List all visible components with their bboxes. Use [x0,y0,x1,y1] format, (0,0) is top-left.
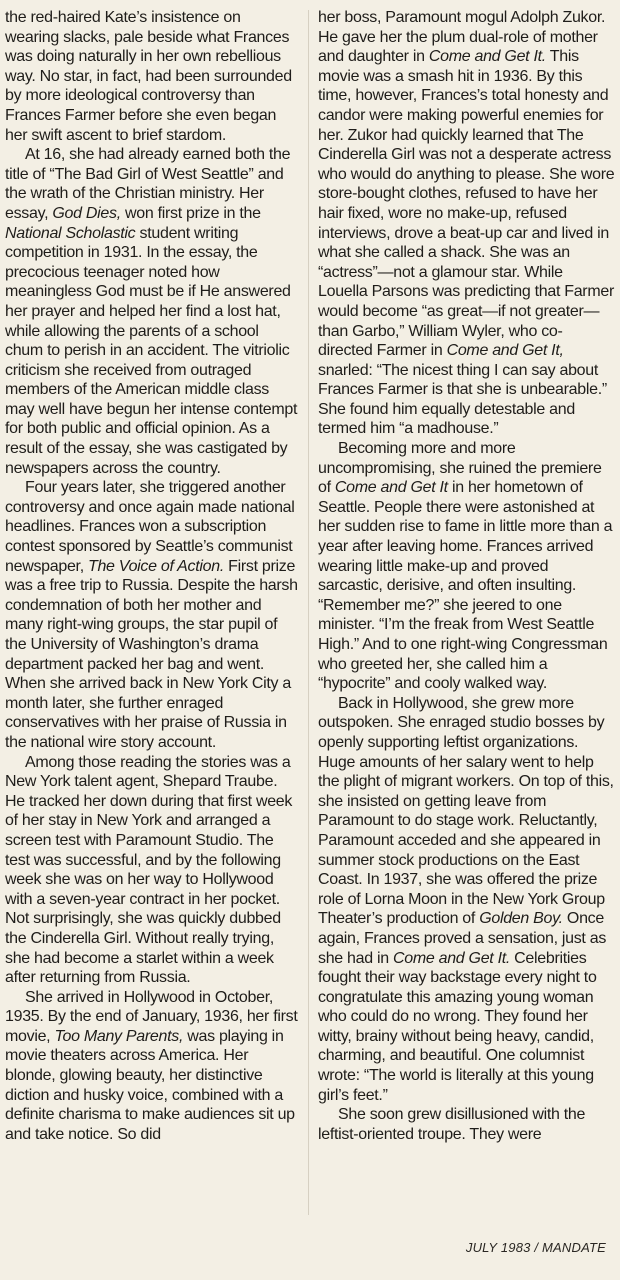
text-run: She soon grew disillusioned with the leftist-oriented troupe. They were [318,1106,586,1143]
paragraph [318,8,615,439]
italic-text: Too Many Parents, [54,1027,184,1045]
text-run: First prize was a free trip to Russia. Despite the harsh condemnation of both her mother and many right-wing groups, the star pupil of the University of Washington’s drama department packed her bag and went. When she arrived back in New York City a month later, she further enraged conservatives with her praise of Russia in the national wire story account. [5,557,298,751]
paragraph [318,439,615,694]
paragraph [5,145,298,478]
text-run: Once again, Frances proved a sensation, just as she had in [318,910,607,967]
text-run: her boss, Paramount mogul Adolph Zukor. He gave her the plum dual-role of mother and daughter in [318,9,606,66]
italic-text: Come and Get It, [446,342,564,360]
text-run: snarled: “The nicest thing I can say about Frances Farmer is that she is unbearable.” She found him equally detestable and termed him “a madhouse.” [318,361,607,438]
italic-text: Come and Get It [334,479,448,497]
paragraph [5,988,298,1145]
text-run: This movie was a smash hit in 1936. By this time, however, Frances’s total honesty and candor were making powerful enemies for her. Zukor had quickly learned that The Cinderella Girl was not a desperate actress who would do anything to please. She wore store-bought clothes, refused to have her hair fixed, wore no make-up, refused interviews, drove a beat-up car and lived in what she called a shack. She was an “actress”—not a glamour star. While Louella Parsons was predicting that Farmer would become “as great—if not greater—than Garbo,” William Wyler, who co-directed Farmer in [318,48,615,360]
paragraph [318,694,615,1105]
text-run: She arrived in Hollywood in October, 1935. By the end of January, 1936, her first movie, [5,988,298,1045]
text-run: the red-haired Kate’s insistence on wearing slacks, pale beside what Frances was doing naturally in her own rebellious way. No star, in fact, had been surrounded by more ideological controversy than Frances Farmer before she even began her swift ascent to brief stardom. [5,9,292,144]
right-column [318,8,615,1144]
text-run: in her hometown of Seattle. People there were astonished at her sudden rise to fame in little more than a year after leaving home. Frances arrived wearing little make-up and proved sarcastic, derisive, and often insulting. “Remember me?” she jeered to one minister. “I’m the freak from West Seattle High.” And to one right-wing Congressman who greeted her, she called him a “hypocrite” and cooly walked way. [318,479,613,693]
text-run: student writing competition in 1931. In the essay, the precocious teenager noted how meaningless God must be if He answered her prayer and helped her find a lost hat, while allowing the parents of a school chum to perish in an accident. The vitriolic criticism she received from outraged members of the American middle class may well have begun her intense contempt for both public and official opinion. As a result of the essay, she was castigated by newspapers across the country. [5,224,298,477]
page-folio: JULY 1983 / MANDATE [465,1240,606,1255]
italic-text: Come and Get It. [428,48,546,66]
paragraph [5,478,298,752]
italic-text: Golden Boy. [479,910,563,928]
column-divider [308,10,309,1215]
italic-text: National Scholastic [5,224,136,242]
italic-text: God Dies, [52,204,121,222]
left-column [5,8,298,1144]
text-run: Back in Hollywood, she grew more outspoken. She enraged studio bosses by openly supporting leftist organizations. Huge amounts of her salary went to help the plight of migrant workers. On top of this, she insisted on getting leave from Paramount to do stage work. Reluctantly, Paramount acceded and she appeared in summer stock productions on the East Coast. In 1937, she was offered the prize role of Lorna Moon in the New York Group Theater’s production of [318,694,614,928]
paragraph [5,753,298,988]
text-run: was playing in movie theaters across America. Her blonde, glowing beauty, her distinctive diction and husky voice, combined with a definite charisma to make audiences sit up and take notice. So did [5,1027,295,1143]
text-run: Becoming more and more uncompromising, she ruined the premiere of [318,440,602,497]
text-run: Among those reading the stories was a New York talent agent, Shepard Traube. He tracked her down during that first week of her stay in New York and arranged a screen test with Paramount Studio. The test was successful, and by the following week she was on her way to Hollywood with a seven-year contract in her pocket. Not surprisingly, she was quickly dubbed the Cinderella Girl. Without really trying, she had become a starlet within a week after returning from Russia. [5,753,293,987]
paragraph [5,8,298,145]
text-run: won first prize in the [120,204,261,222]
italic-text: Come and Get It. [392,949,511,967]
text-run: Celebrities fought their way backstage every night to congratulate this amazing young woman who could do no wrong. They found her witty, brainy without being heavy, candid, charming, and beautiful. One columnist wrote: “The world is literally at this young girl’s feet.” [318,949,597,1104]
paragraph [318,1105,615,1144]
italic-text: The Voice of Action. [87,557,224,575]
text-run: At 16, she had already earned both the title of “The Bad Girl of West Seattle” and the wrath of the Christian ministry. Her essay, [5,146,291,222]
text-run: Four years later, she triggered another controversy and once again made national headlines. Frances won a subscription contest sponsored by Seattle’s communist newspaper, [5,479,295,575]
